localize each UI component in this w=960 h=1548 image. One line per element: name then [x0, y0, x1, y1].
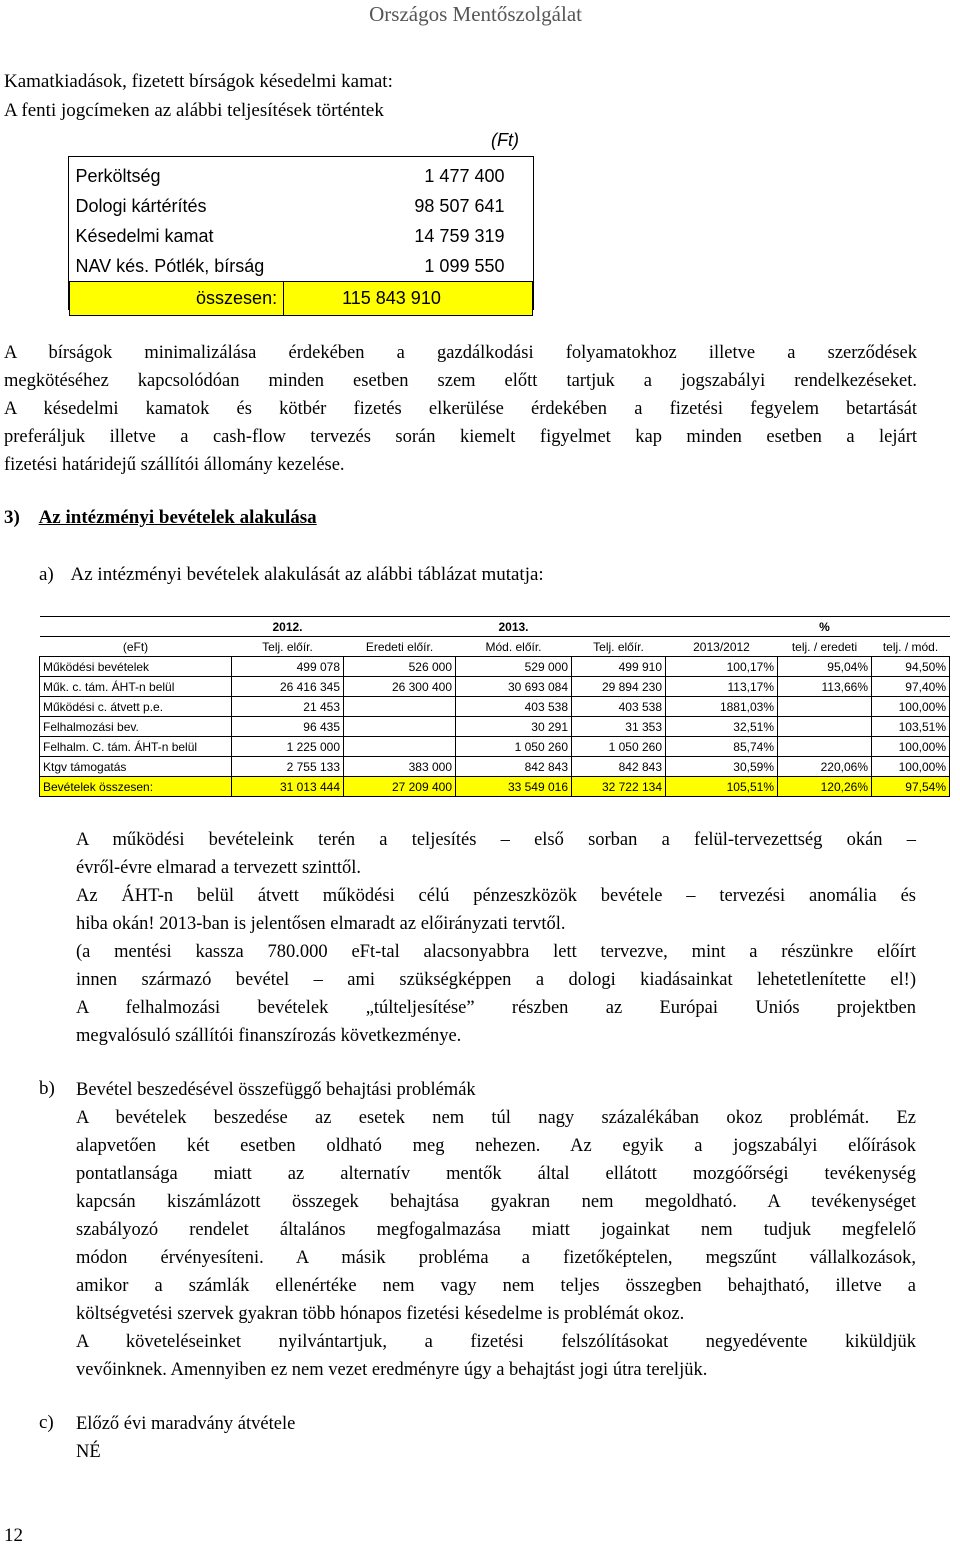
paragraph-fines: [4, 339, 917, 479]
table-row: [40, 757, 950, 777]
row-label: Ktgv támogatás: [40, 757, 232, 777]
subsection-text: Az intézményi bevételek alakulását az alábbi táblázat mutatja:: [70, 564, 544, 585]
cell: 103,51%: [872, 717, 950, 737]
subsection-title: Előző évi maradvány átvétele: [76, 1414, 296, 1434]
total-value: 115 843 910: [284, 282, 533, 316]
row-label: Felhalmozási bev.: [40, 717, 232, 737]
table-row: [70, 221, 533, 251]
cell: 383 000: [344, 757, 456, 777]
cell: [778, 697, 872, 717]
text-line: A bevételek beszedése az esetek nem túl nagy százalékában okoz problémát. Ez: [76, 1108, 916, 1128]
cell: 499 078: [232, 657, 344, 677]
cell: 30 291: [456, 717, 572, 737]
text-line: szabályozó rendelet általános megfogalmazása miatt jogainkat nem tudjuk megfelelő: [76, 1220, 916, 1240]
subsection-answer: NÉ: [76, 1442, 101, 1462]
cell: 1 050 260: [572, 737, 666, 757]
cell: 100,17%: [666, 657, 778, 677]
col-header: telj. / mód.: [872, 637, 950, 657]
cell: 403 538: [456, 697, 572, 717]
cell: 30 693 084: [456, 677, 572, 697]
text-line: költségvetési szervek gyakran több hónapos fizetési késedelme is problémát okoz.: [76, 1304, 685, 1324]
cell: [344, 717, 456, 737]
table-row: [40, 697, 950, 717]
row-label: Műk. c. tám. ÁHT-n belül: [40, 677, 232, 697]
intro-block: [4, 70, 704, 123]
table-total-row: [70, 282, 533, 316]
cell: 97,54%: [872, 777, 950, 797]
text-line: amikor a számlák ellenértéke nem vagy nem teljes összegben behajtható, illetve a: [76, 1276, 916, 1296]
row-label: Működési bevételek: [40, 657, 232, 677]
table-row: [40, 717, 950, 737]
text-line: innen származó bevétel – ami szükségképpen a dologi kiadásainkat lehetetlenítette el!): [76, 970, 916, 990]
cell: 529 000: [456, 657, 572, 677]
cell: 29 894 230: [572, 677, 666, 697]
col-header: Telj. előír.: [232, 637, 344, 657]
cell: 842 843: [572, 757, 666, 777]
cell: 1 050 260: [456, 737, 572, 757]
cell: 26 300 400: [344, 677, 456, 697]
subsection-c: [76, 1410, 916, 1466]
subsection-marker: a): [39, 564, 54, 585]
cell: 499 910: [572, 657, 666, 677]
text-line: megkötéséhez kapcsolódóan minden esetben szem előtt tartjuk a jogszabályi rendelkezéseket.: [4, 371, 917, 391]
cell: 21 453: [232, 697, 344, 717]
cell: 842 843: [456, 757, 572, 777]
text-line: hiba okán! 2013-ban is jelentősen elmaradt az előirányzati tervtől.: [76, 914, 566, 934]
table-total-row: [40, 777, 950, 797]
text-line: vevőinknek. Amennyiben ez nem vezet eredményre úgy a behajtást jogi útra tereljük.: [76, 1360, 708, 1380]
col-header: telj. / eredeti: [778, 637, 872, 657]
cell: 2 755 133: [232, 757, 344, 777]
table1-unit: (Ft): [491, 130, 519, 150]
text-line: Az ÁHT-n belül átvett működési célú pénzeszközök bevétele – tervezési anomália és: [76, 886, 916, 906]
row-label: Késedelmi kamat: [75, 225, 214, 246]
expense-table: [69, 157, 533, 316]
table-row: [40, 737, 950, 757]
col-header: Telj. előír.: [572, 637, 666, 657]
col-header: Mód. előír.: [456, 637, 572, 657]
total-label: összesen:: [70, 282, 284, 316]
table-header-row: [40, 617, 950, 637]
text-line: A működési bevételeink terén a teljesítés – első sorban a felül-tervezettség okán –: [76, 830, 916, 850]
row-label: Felhalm. C. tám. ÁHT-n belül: [40, 737, 232, 757]
cell: 1881,03%: [666, 697, 778, 717]
cell: 100,00%: [872, 697, 950, 717]
cell: [344, 697, 456, 717]
cell: 120,26%: [778, 777, 872, 797]
cell: 32,51%: [666, 717, 778, 737]
cell: [344, 737, 456, 757]
text-line: kapcsán kiszámlázott összegek behajtása gyakran nem megoldható. A tevékenységet: [76, 1192, 916, 1212]
text-line: módon érvényesíteni. A másik probléma a fizetőképtelen, megszűnt vállalkozások,: [76, 1248, 916, 1268]
cell: 26 416 345: [232, 677, 344, 697]
row-value: 14 759 319: [414, 225, 505, 246]
page-header-org: Országos Mentőszolgálat: [369, 2, 582, 26]
text-line: évről-évre elmarad a tervezett szinttől.: [76, 858, 362, 878]
cell: 30,59%: [666, 757, 778, 777]
text-line: pontatlansága miatt az alternatív mentők által ellátott mozgóőrségi tevékenység: [76, 1164, 916, 1184]
cell: 31 013 444: [232, 777, 344, 797]
row-value: 98 507 641: [414, 195, 505, 216]
text-line: fizetési határidejű szállítói állomány kezelése.: [4, 455, 345, 475]
text-line: (a mentési kassza 780.000 eFt-tal alacsonyabbra lett tervezve, mint a részünkre előírt: [76, 942, 916, 962]
row-value: 1 099 550: [424, 255, 505, 276]
total-label: Bevételek összesen:: [40, 777, 232, 797]
subsection-a: [39, 564, 544, 586]
unit-label: (eFt): [40, 637, 232, 657]
text-line: preferáljuk illetve a cash-flow tervezés során kiemelt figyelmet kap minden esetben a lejárt: [4, 427, 917, 447]
table-row: [40, 677, 950, 697]
intro-line-2: A fenti jogcímeken az alábbi teljesítések történtek: [4, 100, 384, 121]
table1-frame: [68, 156, 534, 310]
cell: 113,17%: [666, 677, 778, 697]
table-header-row: [40, 637, 950, 657]
cell: 113,66%: [778, 677, 872, 697]
text-line: megvalósuló szállítói finanszírozás következménye.: [76, 1026, 462, 1046]
section-title: Az intézményi bevételek alakulása: [38, 507, 317, 528]
intro-line-1: Kamatkiadások, fizetett bírságok késedelmi kamat:: [4, 71, 393, 92]
paragraph-revenue-notes: [76, 826, 916, 1050]
page-number: 12: [4, 1525, 23, 1546]
cell: 526 000: [344, 657, 456, 677]
cell: [778, 737, 872, 757]
row-label: Perköltség: [75, 165, 161, 186]
text-line: A követeléseinket nyilvántartjuk, a fizetési felszólításokat negyedévente kiküldjük: [76, 1332, 916, 1352]
year-2013: 2013.: [456, 617, 572, 637]
text-line: A bírságok minimalizálása érdekében a gazdálkodási folyamatokhoz illetve a szerződések: [4, 343, 917, 363]
text-line: alapvetően két esetben oldható meg nehezen. Az egyik a jogszabályi előírások: [76, 1136, 916, 1156]
cell: 105,51%: [666, 777, 778, 797]
table-row: [40, 657, 950, 677]
year-2012: 2012.: [232, 617, 344, 637]
percent-header: %: [778, 617, 872, 637]
cell: 100,00%: [872, 737, 950, 757]
cell: 96 435: [232, 717, 344, 737]
cell: 94,50%: [872, 657, 950, 677]
subsection-c-marker: c): [39, 1412, 54, 1433]
row-label: NAV kés. Pótlék, bírság: [75, 255, 265, 276]
table-row: [70, 251, 533, 282]
revenue-table: [39, 616, 950, 797]
cell: 100,00%: [872, 757, 950, 777]
revenue-table-wrap: [39, 616, 950, 797]
cell: 33 549 016: [456, 777, 572, 797]
subsection-title: Bevétel beszedésével összefüggő behajtási problémák: [76, 1080, 476, 1100]
cell: 31 353: [572, 717, 666, 737]
subsection-b: [76, 1076, 916, 1384]
row-label: Dologi kártérítés: [75, 195, 207, 216]
col-header: 2013/2012: [666, 637, 778, 657]
col-header: Eredeti előír.: [344, 637, 456, 657]
cell: [778, 717, 872, 737]
cell: 97,40%: [872, 677, 950, 697]
cell: 32 722 134: [572, 777, 666, 797]
cell: 85,74%: [666, 737, 778, 757]
cell: 403 538: [572, 697, 666, 717]
table-row: [70, 161, 533, 191]
row-label: Működési c. átvett p.e.: [40, 697, 232, 717]
row-value: 1 477 400: [424, 165, 505, 186]
cell: 27 209 400: [344, 777, 456, 797]
cell: 1 225 000: [232, 737, 344, 757]
cell: 95,04%: [778, 657, 872, 677]
table-row: [70, 191, 533, 221]
subsection-b-marker: b): [39, 1078, 55, 1099]
text-line: A késedelmi kamatok és kötbér fizetés elkerülése érdekében a fizetési fegyelem betartását: [4, 399, 917, 419]
section-number: 3): [4, 507, 20, 528]
section-heading: [4, 507, 317, 529]
cell: 220,06%: [778, 757, 872, 777]
text-line: A felhalmozási bevételek „túlteljesítése” részben az Európai Uniós projektben: [76, 998, 916, 1018]
